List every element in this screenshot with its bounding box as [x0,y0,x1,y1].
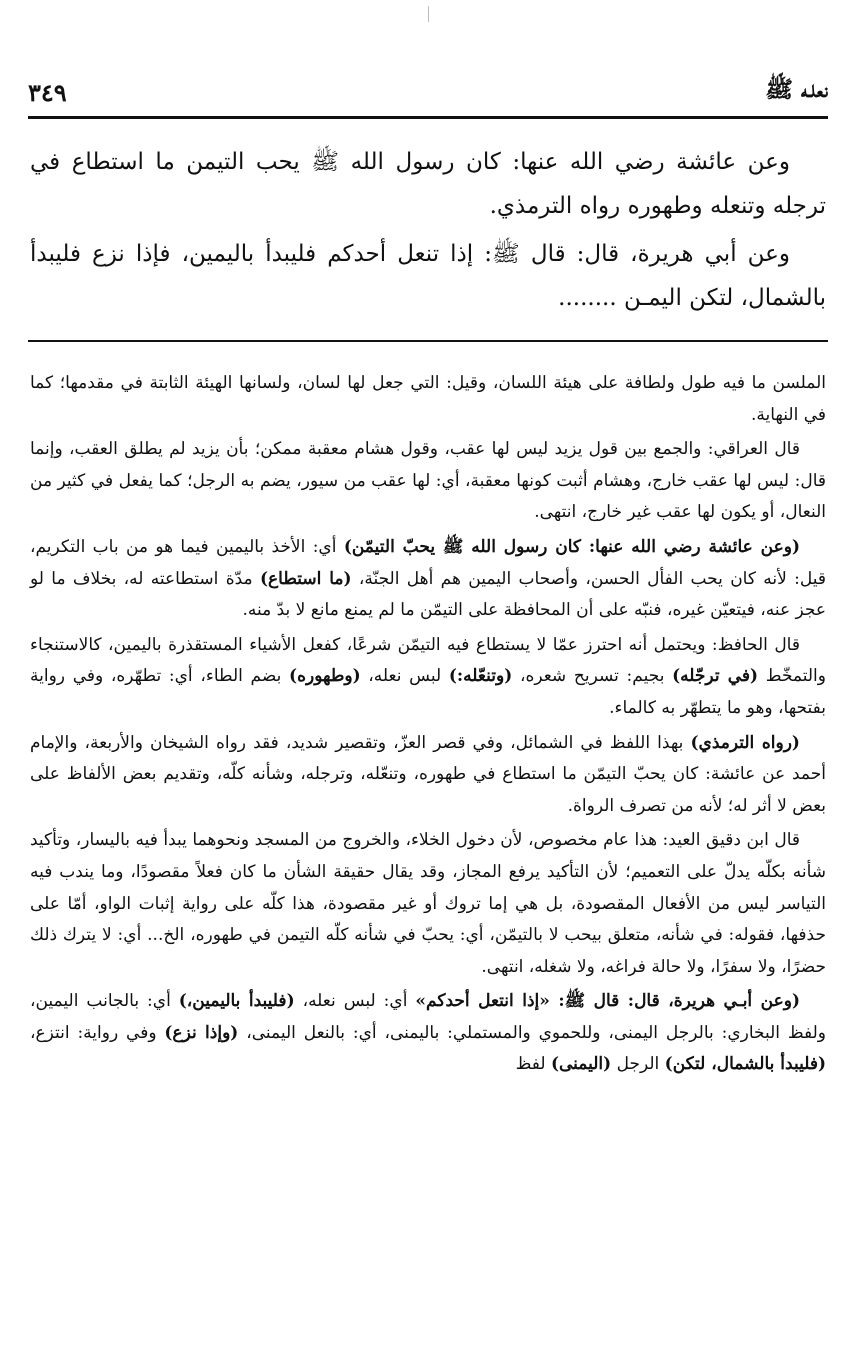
hadith-text [30,140,826,324]
chapter-title: نعلـه ﷺ [765,76,828,103]
commentary-paragraph: قال الحافظ: ويحتمل أنه احترز عمّا لا يستطاع فيه التيمّن شرعًا، كفعل الأشياء المستقذرة باليمين، كالاستنجاء والتمخّط (في ترجّله) بجيم: تسريح شعره، (وتنعّله:) لبس نعله، (وطهوره) بضم الطاء، أي: تطهّره، وفي رواية بفتحها، وهو ما يتطهّر به كالماء. [30,634,826,718]
commentary-paragraph: (وعن أبـي هريرة، قال: قال ﷺ: «إذا انتعل أحدكم» أي: لبس نعله، (فليبدأ باليمين،) أي: بالجانب اليمين، ولفظ البخاري: بالرجل اليمنى، وللحموي والمستملي: باليمنى، أي: بالنعل اليمنى، (وإذا نزع) وفي رواية: انتزع، (فليبدأ بالشمال، لتكن) الرجل (اليمنى) لفظ [30,991,826,1075]
commentary-paragraph: قال ابن دقيق العيد: هذا عام مخصوص، لأن دخول الخلاء، والخروج من المسجد ونحوهما يبدأ فيه باليسار، وتأكيد شأنه بكلّه يدلّ على التعميم؛ لأن التأكيد يرفع المجاز، وقد يقال حقيقة الشأن ما كان فعلاً مقصودًا، وما يندب فيه التياسر ليس من الأفعال المقصودة، بل هي إما تروك أو غير مقصودة، هذا كلّه على رواية إثبات الواو، أمّا على حذفها، فقوله: في شأنه، متعلق بيحب لا بالتيمّن، أي: يحبّ في شأنه كلّه التيمن في طهوره، الخ... أي: لا يترك ذلك حضرًا، ولا سفرًا، ولا حالة فراغه، ولا شغله، انتهى. [30,830,826,977]
running-header [28,72,828,112]
commentary-paragraph: (رواه الترمذي) بهذا اللفظ في الشمائل، وفي قصر العزّ، وتقصير شديد، فقد رواه الشيخان والأربعة، والإمام أحمد عن عائشة: كان يحبّ التيمّن ما استطاع في طهوره، وتنعّله، وترجله، وشأنه كلّه، وتقديم بعض الألفاظ على بعض لا أثر له؛ لأنه من تصرف الرواة. [30,732,826,816]
crop-mark [428,6,429,22]
footnote-divider [28,340,828,342]
header-rule [28,116,828,119]
page-number: ٣٤٩ [28,77,67,107]
hadith-aisha: وعن عائشة رضي الله عنها: كان رسول الله ﷺ يحب التيمن ما استطاع في ترجله وتنعله وطهوره رواه الترمذي. [30,149,826,219]
commentary-text [30,368,826,1084]
commentary-paragraph: الملسن ما فيه طول ولطافة على هيئة اللسان، وقيل: التي جعل لها لسان، ولسانها الهيئة الثابتة في مقدمها؛ كما في النهاية. [30,373,826,425]
commentary-paragraph: (وعن عائشة رضي الله عنها: كان رسول الله ﷺ يحبّ التيمّن) أي: الأخذ باليمين فيما هو من باب التكريم، قيل: لأنه كان يحب الفأل الحسن، وأصحاب اليمين هم أهل الجنّة، (ما استطاع) مدّة استطاعته له، بخلاف ما لو عجز عنه، فيتعيّن غيره، فنبّه على أن المحافظة على التيمّن ما لم يمنع مانع لا بدّ منه. [30,536,826,621]
elision-dots: ........ [558,285,617,311]
commentary-paragraph: قال العراقي: والجمع بين قول يزيد ليس لها عقب، وقول هشام معقبة ممكن؛ بأن يزيد لم يطلق العقب، وإنما قال: ليس لها عقب خارج، وهشام أثبت كونها معقبة، أي: لها عقب من سيور، يضم به الرجل؛ كما يفعل في كثير من النعال، أو يكون لها عقب غير خارج، انتهى. [30,439,826,523]
hadith-abu-hurayra: وعن أبي هريرة، قال: قال ﷺ: إذا تنعل أحدكم فليبدأ باليمين، فإذا نزع فليبدأ بالشمال، لتكن اليمـن ........ [30,241,826,311]
